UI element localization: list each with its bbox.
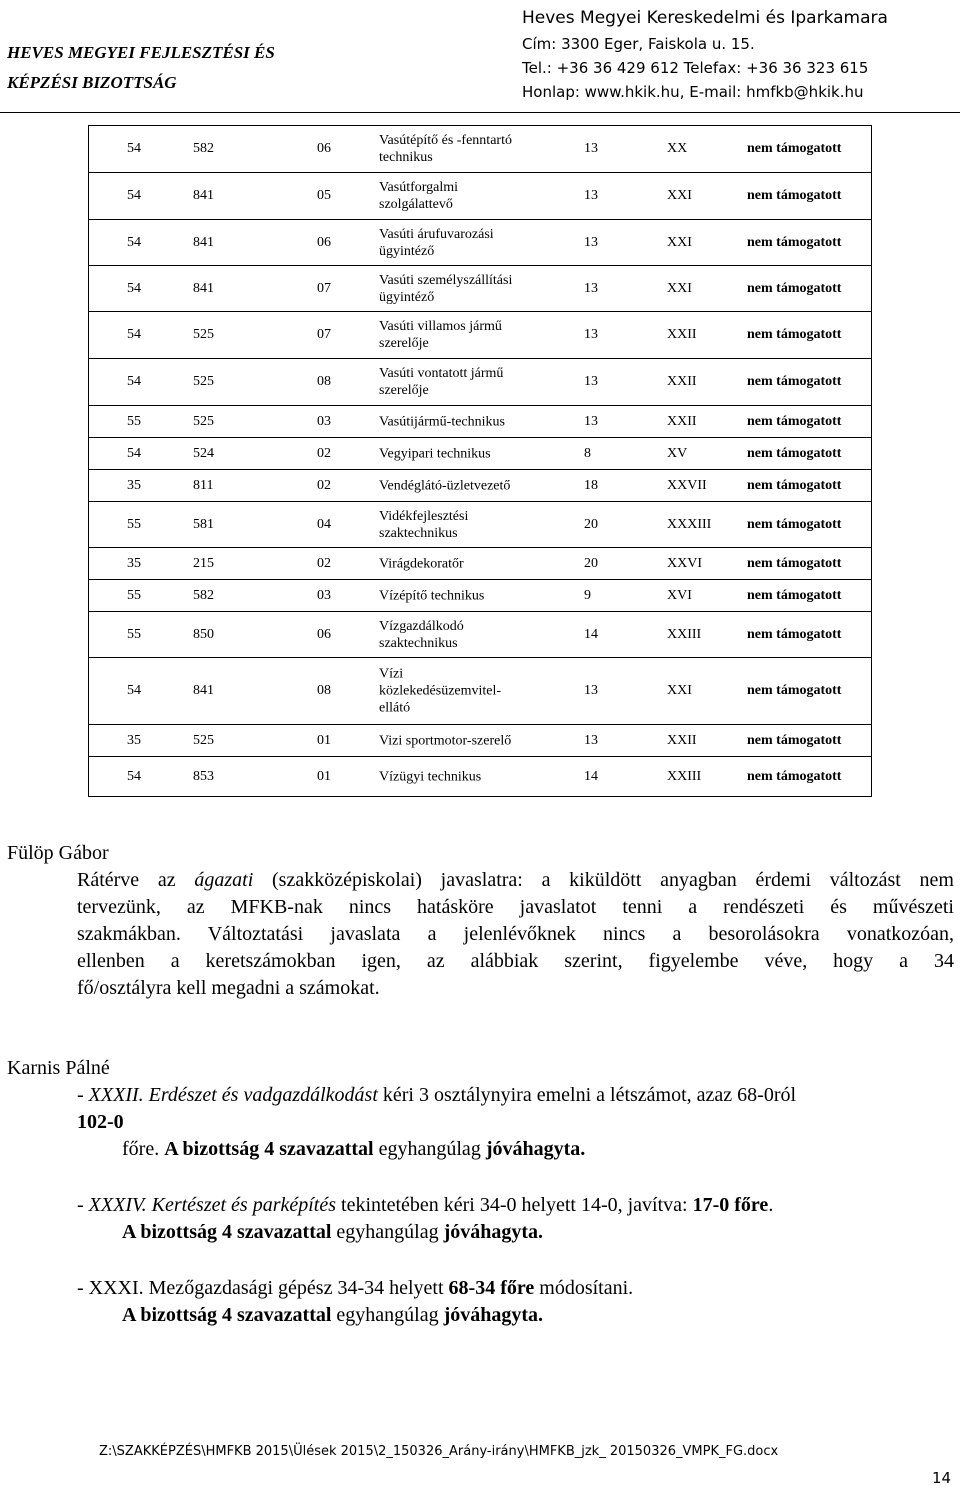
qualification-name-line: szolgálattevő: [379, 197, 453, 212]
support-status: nem támogatott: [747, 626, 842, 642]
text-run: tekintetében kéri 34-0 helyett 14-0, javítva:: [336, 1194, 693, 1216]
sector-number: 14: [584, 626, 598, 642]
chamber-contact-block: [522, 4, 888, 104]
code-part-3: 07: [317, 327, 331, 342]
speaker-name: Karnis Pálné: [7, 1057, 110, 1079]
code-part-2: 841: [193, 280, 214, 296]
text-run: -: [77, 1194, 89, 1216]
table-row: [89, 173, 872, 220]
sector-roman: XXII: [667, 374, 697, 389]
decision-item: [77, 1082, 796, 1109]
code-part-1: 54: [127, 280, 141, 296]
sector-number: 13: [584, 732, 598, 748]
text-run: A bizottság 4 szavazattal: [122, 1221, 332, 1243]
table-cell: [89, 173, 872, 220]
table-cell: [89, 126, 872, 173]
sector-number: 14: [584, 768, 598, 784]
text-run: 17-0 főre: [692, 1194, 769, 1216]
decision-item-line: [122, 1136, 585, 1163]
page-number: 14: [932, 1469, 952, 1487]
table-cell: [89, 757, 872, 797]
qualification-name-line: ügyintéző: [379, 289, 435, 305]
decision-item: [77, 1275, 633, 1302]
code-part-2: 525: [193, 413, 214, 429]
qualification-name-line: Vasútijármű-technikus: [379, 414, 505, 429]
sector-number: 13: [584, 188, 598, 203]
decision-item-line: [122, 1219, 543, 1246]
code-part-3: 05: [317, 188, 331, 203]
qualification-name-line: ügyintéző: [379, 243, 435, 259]
sector-number: 20: [584, 555, 598, 571]
document-path: Z:\SZAKKÉPZÉS\HMFKB 2015\Ülések 2015\2_150326_Arány-irány\HMFKB_jzk_ 20150326_VMPK_FG.docx: [99, 1444, 779, 1459]
decision-item-line: [122, 1302, 543, 1329]
qualification-name-line: Vízügyi technikus: [379, 769, 482, 784]
code-part-1: 54: [127, 141, 141, 156]
support-status: nem támogatott: [747, 516, 842, 532]
table-cell: [89, 580, 872, 612]
table-row: [89, 548, 872, 580]
text-run: (szakközépiskolai) javaslatra: a kiküldött anyagban érdemi változást nem: [253, 869, 954, 891]
qualification-name-line: Vasútforgalmi: [379, 180, 459, 195]
qualification-name: [379, 445, 491, 462]
code-part-1: 54: [127, 683, 141, 698]
qualification-name-line: Vízgazdálkodó: [379, 618, 464, 634]
table-row: [89, 580, 872, 612]
qualification-name-line: szaktechnikus: [379, 525, 458, 541]
qualification-name-line: szerelője: [379, 336, 429, 351]
code-part-3: 02: [317, 555, 331, 571]
qualification-name: [379, 179, 458, 213]
code-part-1: 35: [127, 477, 141, 493]
code-part-2: 582: [193, 587, 214, 603]
sector-roman: XXI: [667, 280, 692, 296]
table-cell: [89, 359, 872, 406]
code-part-2: 215: [193, 555, 214, 571]
code-part-2: 811: [193, 477, 214, 493]
sector-number: 13: [584, 327, 598, 342]
text-run: jóváhagyta.: [443, 1304, 544, 1326]
qualification-name: [379, 587, 484, 604]
decision-item: [77, 1192, 773, 1219]
sector-roman: XXI: [667, 188, 692, 203]
support-status: nem támogatott: [747, 374, 842, 389]
support-status: nem támogatott: [747, 555, 842, 571]
table-row: [89, 757, 872, 797]
code-part-3: 08: [317, 374, 331, 389]
code-part-2: 841: [193, 234, 214, 250]
table-row: [89, 612, 872, 658]
table-cell: [89, 658, 872, 725]
text-run: módosítani.: [534, 1277, 634, 1299]
qualification-name: [379, 132, 512, 166]
support-status: nem támogatott: [747, 477, 842, 493]
sector-number: 8: [584, 445, 591, 461]
qualification-name: [379, 666, 501, 717]
code-part-3: 03: [317, 587, 331, 603]
qualification-name-line: közlekedésüzemvitel-: [379, 683, 502, 699]
qualification-name-line: Virágdekoratőr: [379, 556, 464, 571]
text-run: XXXIV. Kertészet és parképítés: [88, 1194, 337, 1216]
table-cell: [89, 548, 872, 580]
code-part-1: 55: [127, 516, 141, 532]
code-part-3: 02: [317, 445, 331, 461]
table-row: [89, 220, 872, 266]
code-part-2: 853: [193, 768, 214, 784]
qualification-name: [379, 768, 481, 785]
support-status: nem támogatott: [747, 413, 842, 429]
qualification-name-line: Vízépítő technikus: [379, 588, 485, 603]
text-run: ágazati: [194, 869, 254, 891]
table-row: [89, 470, 872, 502]
support-status: nem támogatott: [747, 768, 842, 784]
sector-number: 13: [584, 234, 598, 250]
table-cell: [89, 725, 872, 757]
qualification-name-line: Vasútépítő és -fenntartó: [379, 133, 512, 148]
text-run: Rátérve az: [77, 869, 195, 891]
table-row: [89, 438, 872, 470]
code-part-2: 850: [193, 626, 214, 642]
sector-number: 13: [584, 374, 598, 389]
sector-number: 18: [584, 477, 598, 493]
qualification-name: [379, 413, 505, 430]
qualification-name-line: szerelője: [379, 383, 429, 398]
sector-number: 13: [584, 413, 598, 429]
speaker-name: Fülöp Gábor: [7, 842, 109, 864]
paragraph-line: ellenben a keretszámokban igen, az alábbiak szerint, figyelembe véve, hogy a 34: [77, 950, 954, 972]
qualification-name: [379, 732, 511, 749]
text-run: A bizottság 4 szavazattal: [122, 1304, 332, 1326]
table-row: [89, 658, 872, 725]
support-status: nem támogatott: [747, 234, 842, 250]
code-part-3: 01: [317, 768, 331, 784]
qualification-name: [379, 508, 468, 542]
code-part-1: 54: [127, 445, 141, 461]
sector-roman: XXVII: [667, 477, 707, 493]
code-part-2: 525: [193, 327, 214, 342]
table-row: [89, 359, 872, 406]
header-divider: [0, 112, 960, 113]
qualification-name-line: Vidékfejlesztési: [379, 508, 469, 524]
text-run: egyhangúlag: [331, 1221, 444, 1243]
decision-item-line: 102-0: [77, 1111, 124, 1133]
paragraph-line: tervezünk, az MFKB-nak nincs hatásköre javaslatot tenni a rendészeti és művészeti: [77, 896, 954, 918]
sector-roman: XXIII: [667, 626, 702, 642]
support-status: nem támogatott: [747, 683, 842, 698]
qualification-name-line: szaktechnikus: [379, 635, 458, 651]
qualification-name-line: Vasúti személyszállítási: [379, 272, 513, 288]
table-cell: [89, 502, 872, 548]
support-status: nem támogatott: [747, 141, 842, 156]
code-part-1: 35: [127, 732, 141, 748]
support-status: nem támogatott: [747, 445, 842, 461]
sector-roman: XXII: [667, 327, 697, 342]
text-run: - XXXI. Mezőgazdasági gépész 34-34 helyett: [77, 1277, 449, 1299]
committee-name-line2: KÉPZÉSI BIZOTTSÁG: [7, 73, 177, 92]
text-run: jóváhagyta.: [443, 1221, 544, 1243]
code-part-1: 55: [127, 626, 141, 642]
text-run: kéri 3 osztálynyira emelni a létszámot, azaz 68-0ról: [377, 1084, 797, 1106]
qualification-name-line: technikus: [379, 150, 433, 165]
support-status: nem támogatott: [747, 587, 842, 603]
code-part-1: 55: [127, 587, 141, 603]
table-row: [89, 502, 872, 548]
table-cell: [89, 438, 872, 470]
qualification-name: [379, 477, 510, 494]
text-run: jóváhagyta.: [485, 1138, 586, 1160]
qualification-name-line: Vasúti árufuvarozási: [379, 226, 494, 242]
qualification-name-line: Vendéglátó-üzletvezető: [379, 478, 511, 493]
code-part-2: 525: [193, 732, 214, 748]
code-part-1: 54: [127, 374, 141, 389]
qualification-name: [379, 272, 512, 306]
qualification-name: [379, 618, 464, 652]
code-part-2: 525: [193, 374, 214, 389]
text-run: A bizottság 4 szavazattal: [164, 1138, 374, 1160]
qualification-name-line: ellátó: [379, 700, 411, 716]
code-part-1: 35: [127, 555, 141, 571]
table-cell: [89, 266, 872, 312]
committee-name: [7, 38, 275, 98]
code-part-1: 54: [127, 234, 141, 250]
text-run: -: [77, 1084, 89, 1106]
text-run: XXXII. Erdészet és vadgazdálkodást: [88, 1084, 378, 1106]
code-part-1: 54: [127, 768, 141, 784]
paragraph-line: [77, 867, 954, 894]
support-status: nem támogatott: [747, 188, 842, 203]
qualification-name-line: Vegyipari technikus: [379, 446, 491, 461]
table-row: [89, 126, 872, 173]
code-part-3: 06: [317, 626, 331, 642]
table-cell: [89, 470, 872, 502]
qualification-name-line: Vasúti vontatott jármű: [379, 366, 504, 381]
paragraph-line: fő/osztályra kell megadni a számokat.: [77, 977, 380, 999]
sector-number: 13: [584, 141, 598, 156]
qualification-name: [379, 226, 494, 260]
code-part-2: 841: [193, 188, 214, 203]
table-cell: [89, 220, 872, 266]
table-cell: [89, 406, 872, 438]
table-cell: [89, 312, 872, 359]
support-status: nem támogatott: [747, 732, 842, 748]
code-part-2: 524: [193, 445, 214, 461]
sector-roman: XXII: [667, 413, 697, 429]
paragraph-line: szakmákban. Változtatási javaslata a jelenlévőknek nincs a besorolásokra vonatkozóan,: [77, 923, 954, 945]
sector-roman: XXVI: [667, 555, 702, 571]
support-status: nem támogatott: [747, 280, 842, 296]
qualification-name-line: Vizi sportmotor-szerelő: [379, 733, 512, 748]
sector-roman: XV: [667, 445, 688, 461]
sector-roman: XX: [667, 141, 688, 156]
committee-name-line1: HEVES MEGYEI FEJLESZTÉSI ÉS: [7, 43, 275, 62]
code-part-3: 07: [317, 280, 331, 296]
chamber-phone: Tel.: +36 36 429 612 Telefax: +36 36 323 615: [522, 59, 869, 77]
text-run: 68-34 főre: [448, 1277, 535, 1299]
sector-roman: XXI: [667, 234, 692, 250]
code-part-3: 08: [317, 683, 331, 698]
code-part-3: 06: [317, 234, 331, 250]
code-part-1: 55: [127, 413, 141, 429]
sector-roman: XXXIII: [667, 516, 712, 532]
qualification-name-line: Vízi: [379, 666, 404, 682]
sector-number: 13: [584, 683, 598, 698]
qualification-table: [88, 125, 872, 797]
support-status: nem támogatott: [747, 327, 842, 342]
code-part-3: 04: [317, 516, 331, 532]
table-row: [89, 406, 872, 438]
code-part-2: 841: [193, 683, 214, 698]
qualification-name: [379, 318, 502, 352]
qualification-name: [379, 365, 503, 399]
table-cell: [89, 612, 872, 658]
qualification-name-line: Vasúti villamos jármű: [379, 319, 502, 334]
sector-roman: XXI: [667, 683, 692, 698]
sector-roman: XXII: [667, 732, 697, 748]
code-part-3: 01: [317, 732, 331, 748]
text-run: egyhangúlag: [331, 1304, 444, 1326]
code-part-1: 54: [127, 188, 141, 203]
sector-number: 13: [584, 280, 598, 296]
qualification-name: [379, 555, 464, 572]
table-row: [89, 725, 872, 757]
chamber-address: Cím: 3300 Eger, Faiskola u. 15.: [522, 35, 755, 53]
code-part-3: 06: [317, 141, 331, 156]
code-part-2: 582: [193, 141, 214, 156]
chamber-name: Heves Megyei Kereskedelmi és Iparkamara: [522, 8, 888, 28]
table-row: [89, 266, 872, 312]
code-part-3: 03: [317, 413, 331, 429]
table-row: [89, 312, 872, 359]
sector-number: 9: [584, 587, 591, 603]
text-run: főre.: [122, 1138, 165, 1160]
code-part-3: 02: [317, 477, 331, 493]
text-run: .: [768, 1194, 774, 1216]
code-part-2: 581: [193, 516, 214, 532]
text-run: egyhangúlag: [373, 1138, 486, 1160]
sector-number: 20: [584, 516, 598, 532]
chamber-web: Honlap: www.hkik.hu, E-mail: hmfkb@hkik.hu: [522, 83, 864, 101]
sector-roman: XVI: [667, 587, 692, 603]
sector-roman: XXIII: [667, 768, 702, 784]
code-part-1: 54: [127, 327, 141, 342]
